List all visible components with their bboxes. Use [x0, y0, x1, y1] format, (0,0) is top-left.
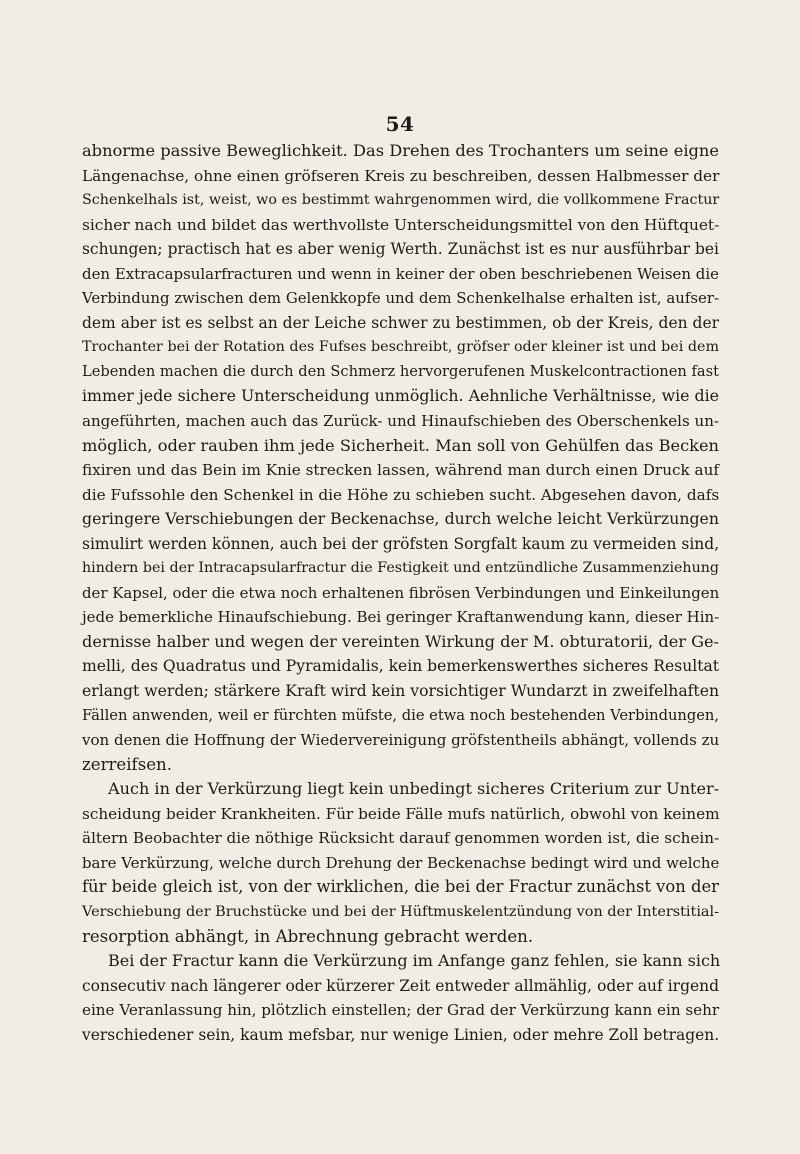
page-number: 54 [385, 112, 415, 136]
text-line: Bei der Fractur kann die Verkürzung im Anfange ganz fehlen, sie kann sich [108, 951, 721, 971]
paragraph [82, 139, 719, 777]
text-line: die Fufssohle den Schenkel in die Höhe zu schieben sucht. Abgesehen davon, dafs [82, 485, 720, 504]
text-line: für beide gleich ist, von der wirklichen, die bei der Fractur zunächst von der [82, 877, 719, 897]
text-line: eine Veranlassung hin, plötzlich einstellen; der Grad der Verkürzung kann ein sehr [82, 1001, 720, 1020]
text-line: möglich, oder rauben ihm jede Sicherheit. Man soll von Gehülfen das Becken [82, 435, 719, 455]
text-line: Verbindung zwischen dem Gelenkkopfe und dem Schenkelhalse erhalten ist, aufser- [82, 289, 719, 308]
text-line: zerreifsen. [82, 754, 172, 774]
text-line: von denen die Hoffnung der Wiedervereinigung gröfstentheils abhängt, vollends zu [82, 731, 720, 750]
text-line: Fällen anwenden, weil er fürchten müfste, die etwa noch bestehenden Verbindungen, [82, 706, 719, 724]
text-line: scheidung beider Krankheiten. Für beide Fälle mufs natürlich, obwohl von keinem [82, 804, 720, 823]
text-line: geringere Verschiebungen der Beckenachse, durch welche leicht Verkürzungen [82, 509, 719, 529]
paragraph [82, 949, 719, 1047]
text-line: der Kapsel, oder die etwa noch erhaltenen fibrösen Verbindungen und Einkeilungen [82, 583, 720, 602]
text-line: Lebenden machen die durch den Schmerz hervorgerufenen Muskelcontractionen fast [82, 362, 719, 380]
text-line: verschiedener sein, kaum mefsbar, nur wenige Linien, oder mehre Zoll betragen. [82, 1025, 720, 1044]
text-line: dernisse halber und wegen der vereinten Wirkung der M. obturatorii, der Ge- [82, 631, 719, 651]
text-line: hindern bei der Intracapsularfractur die Festigkeit und entzündliche Zusammenziehung [82, 560, 719, 577]
text-line: erlangt werden; stärkere Kraft wird kein vorsichtiger Wundarzt in zweifelhaften [82, 682, 719, 701]
text-line: melli, des Quadratus und Pyramidalis, kein bemerkenswerthes sicheres Resultat [82, 657, 719, 676]
paragraph [82, 777, 719, 949]
text-line: jede bemerkliche Hinaufschiebung. Bei geringer Kraftanwendung kann, dieser Hin- [82, 608, 720, 627]
text-line: Trochanter bei der Rotation des Fufses beschreibt, gröfser oder kleiner ist und bei dem [82, 339, 719, 356]
text-line: Schenkelhals ist, weist, wo es bestimmt wahrgenommen wird, die vollkommene Fractur [82, 192, 720, 209]
text-line: resorption abhängt, in Abrechnung gebracht werden. [82, 926, 534, 946]
text-line: sicher nach und bildet das werthvollste Unterscheidungsmittel von den Hüftquet- [82, 215, 720, 234]
text-line: den Extracapsularfracturen und wenn in keiner der oben beschriebenen Weisen die [82, 264, 719, 283]
body-text [82, 139, 719, 1047]
text-line: Auch in der Verkürzung liegt kein unbedingt sicheres Criterium zur Unter- [108, 779, 720, 799]
text-line: immer jede sichere Unterscheidung unmöglich. Aehnliche Verhältnisse, wie die [82, 386, 719, 406]
text-line: bare Verkürzung, welche durch Drehung der Beckenachse bedingt wird und welche [82, 853, 720, 872]
text-line: Längenachse, ohne einen gröfseren Kreis zu beschreiben, dessen Halbmesser der [82, 166, 720, 185]
text-line: consecutiv nach längerer oder kürzerer Zeit entweder allmählig, oder auf irgend [82, 976, 719, 995]
text-line: ältern Beobachter die nöthige Rücksicht darauf genommen worden ist, die schein- [82, 829, 720, 848]
text-line: schungen; practisch hat es aber wenig Werth. Zunächst ist es nur ausführbar bei [82, 240, 719, 259]
text-line: dem aber ist es selbst an der Leiche schwer zu bestimmen, ob der Kreis, den der [82, 313, 719, 332]
text-line: simulirt werden können, auch bei der gröfsten Sorgfalt kaum zu vermeiden sind, [82, 534, 720, 553]
text-line: angeführten, machen auch das Zurück- und Hinaufschieben des Oberschenkels un- [82, 412, 719, 431]
text-line: Verschiebung der Bruchstücke und bei der Hüftmuskelentzündung von der Interstitial- [82, 903, 719, 920]
text-line: fixiren und das Bein im Knie strecken lassen, während man durch einen Druck auf [82, 461, 719, 480]
text-line: abnorme passive Beweglichkeit. Das Drehen des Trochanters um seine eigne [82, 141, 719, 160]
